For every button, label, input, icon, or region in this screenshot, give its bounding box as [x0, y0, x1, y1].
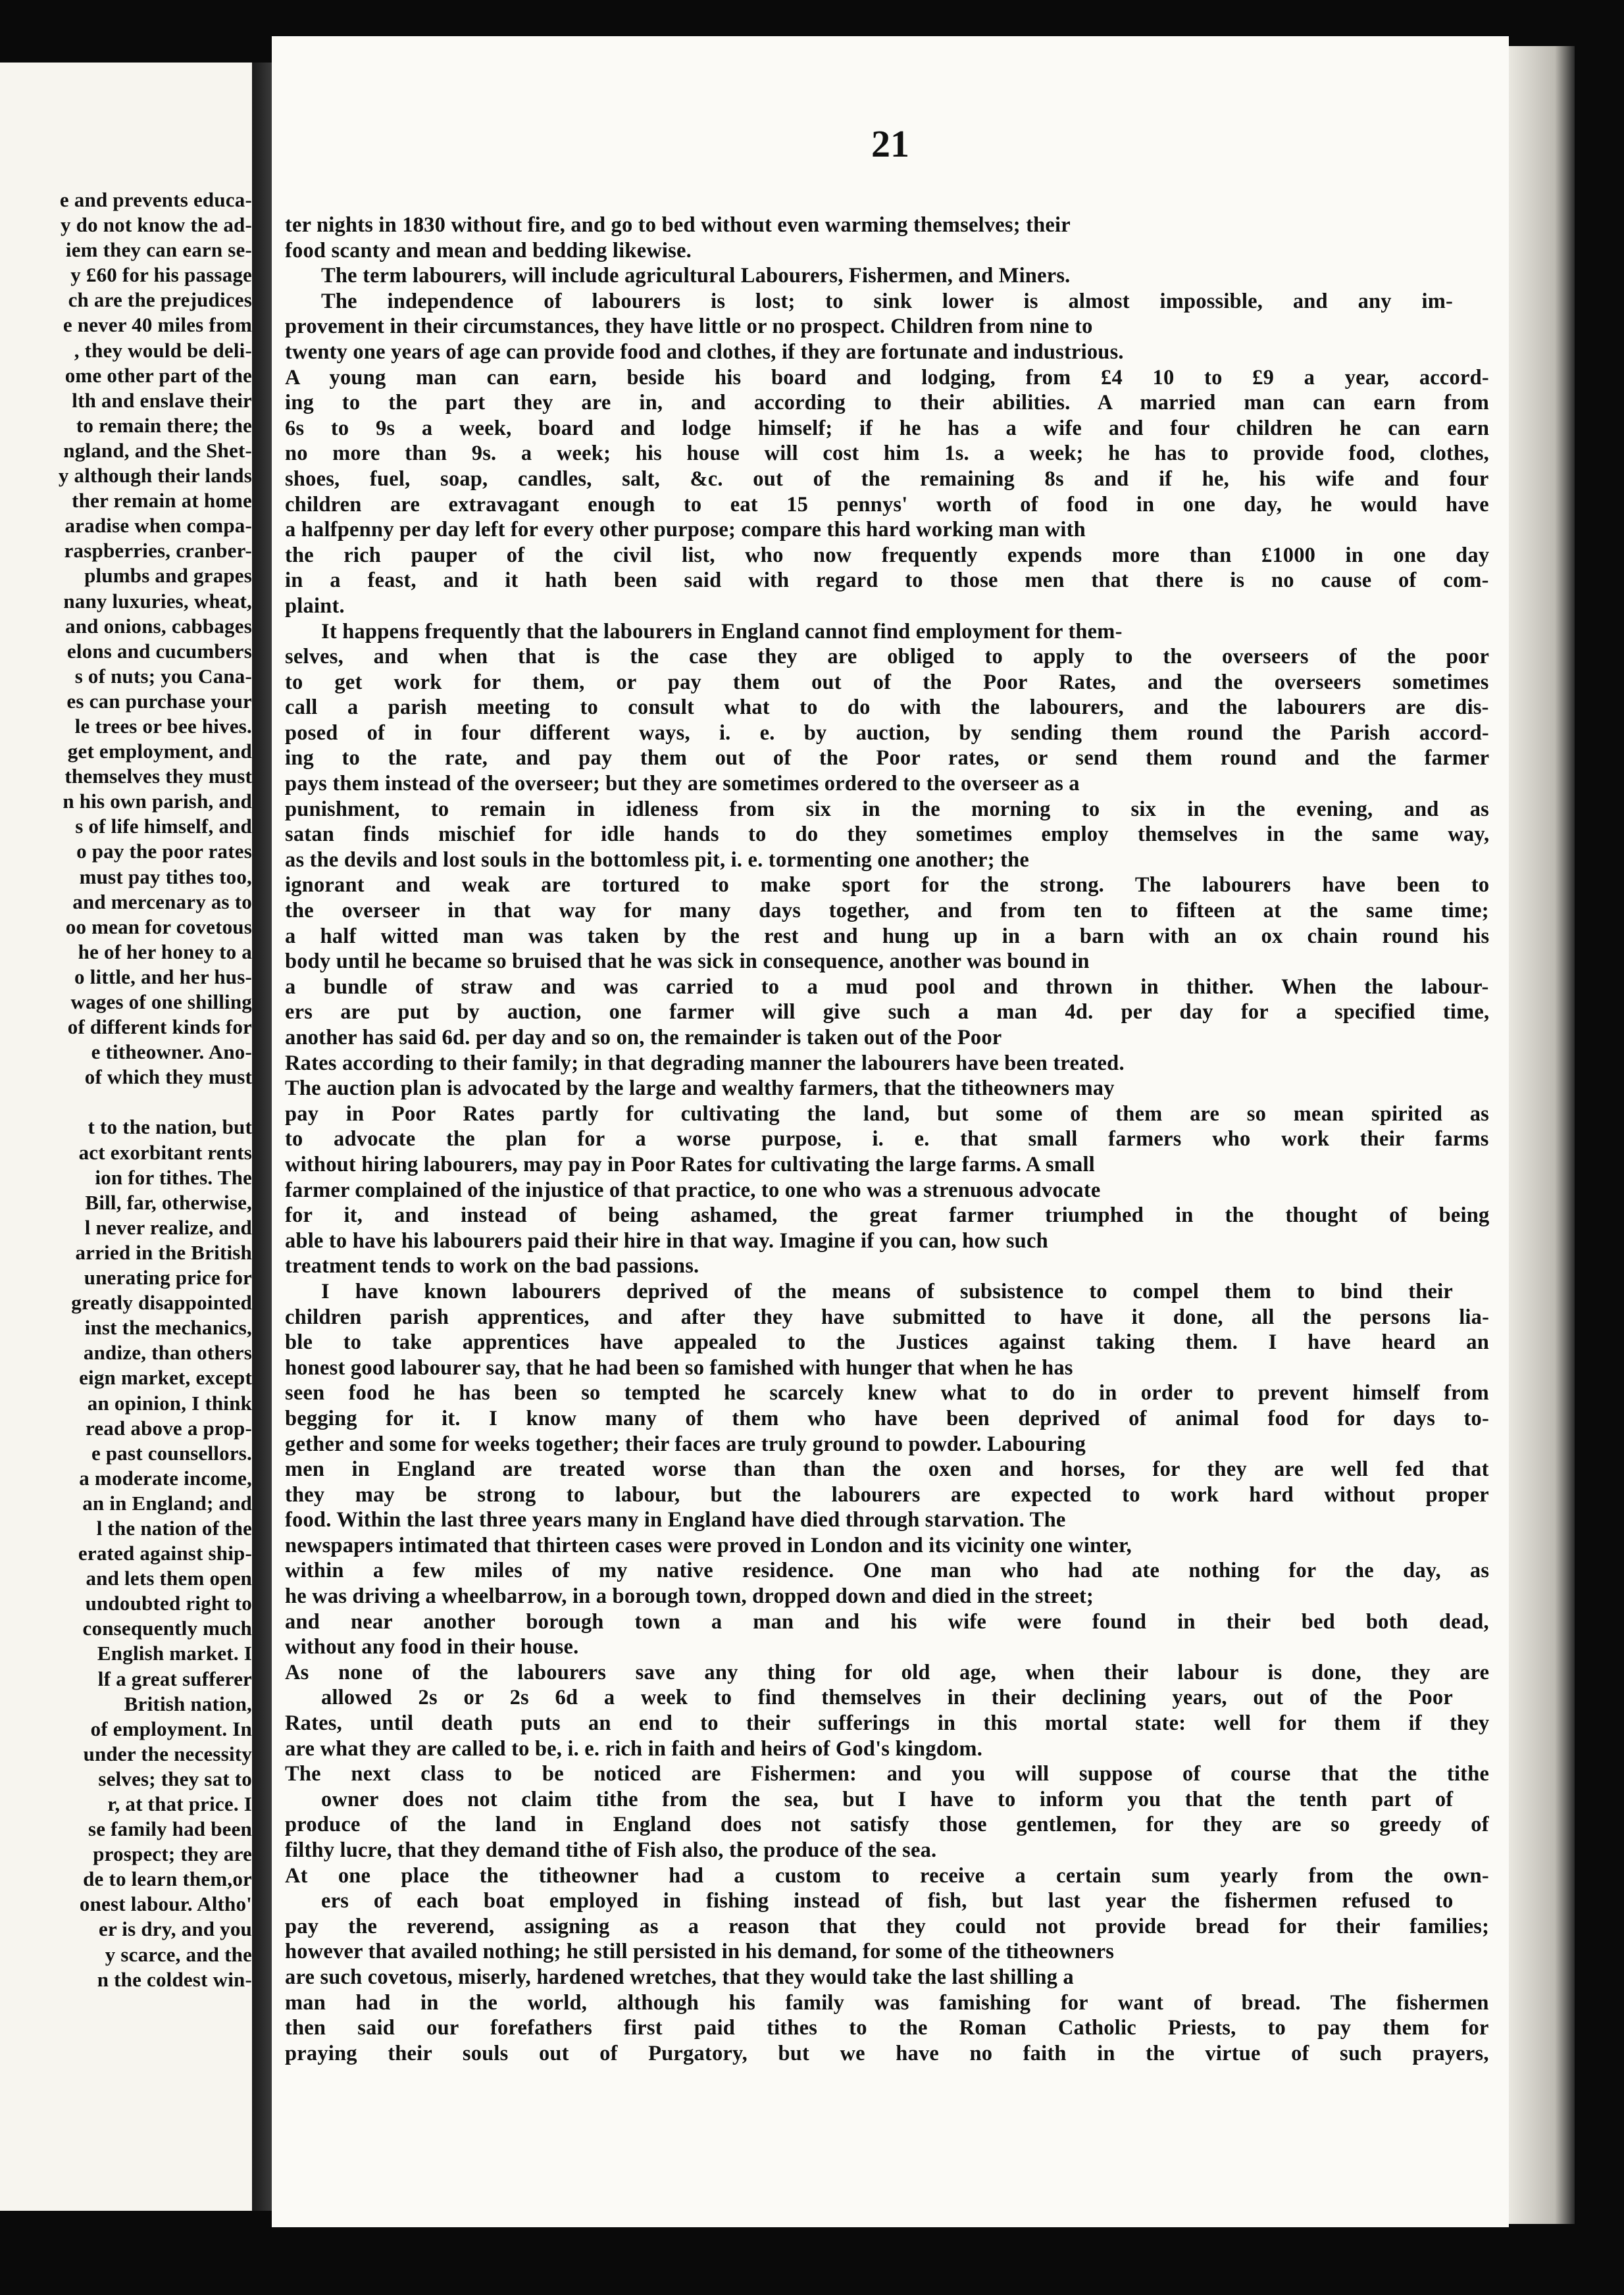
left-page-text-column — [0, 188, 252, 1992]
body-line: ter nights in 1830 without fire, and go to bed without even warming themselves; their — [285, 213, 1071, 237]
body-line: The independence of labourers is lost; to sink lower is almost impossible, and any im- — [321, 289, 1454, 313]
left-page-line: e never 40 miles from — [63, 313, 252, 337]
left-page-line: consequently much — [82, 1617, 252, 1640]
body-line: gether and some for weeks together; their faces are truly ground to powder. Labouring — [285, 1432, 1086, 1456]
body-line: seen food he has been so tempted he scarcely knew what to do in order to prevent himself from — [285, 1381, 1489, 1405]
left-page-line: l the nation of the — [96, 1516, 252, 1540]
left-page-line: le trees or bee hives. — [74, 714, 252, 738]
left-page-line: de to learn them,or — [83, 1867, 252, 1891]
left-page-line: erated against ship- — [78, 1542, 252, 1565]
left-page-line: British nation, — [124, 1692, 252, 1715]
left-page-line: er is dry, and you — [99, 1917, 252, 1941]
body-line: allowed 2s or 2s 6d a week to find themselves in their declining years, out of the Poor — [321, 1686, 1453, 1710]
left-page-line: an opinion, I think — [87, 1391, 252, 1415]
left-page-line: e and prevents educa- — [59, 188, 252, 211]
body-line: the rich pauper of the civil list, who now frequently expends more than £1000 in one day — [285, 543, 1490, 567]
left-page-line: e past counsellors. — [91, 1441, 252, 1465]
left-page-line: he of her honey to a — [78, 940, 252, 963]
left-page-line — [0, 1090, 252, 1115]
body-line: selves, and when that is the case they are obliged to apply to the overseers of the poor — [285, 645, 1490, 669]
body-line: pay in Poor Rates partly for cultivating the land, but some of them are so mean spirited as — [285, 1101, 1490, 1126]
left-page-line: nany luxuries, wheat, — [63, 589, 252, 613]
page-edge-stack — [1509, 46, 1575, 2224]
body-line: to get work for them, or pay them out of the Poor Rates, and the overseers sometimes — [285, 670, 1489, 694]
left-page-line: Bill, far, otherwise, — [85, 1190, 252, 1214]
body-line: ing to the part they are in, and according to their abilities. A married man can earn from — [285, 391, 1489, 415]
left-page-line: of which they must — [84, 1065, 252, 1089]
left-page-line: act exorbitant rents — [78, 1140, 252, 1164]
body-line: farmer complained of the injustice of that practice, to one who was a strenuous advocate — [285, 1178, 1101, 1202]
left-page-line: t to the nation, but — [88, 1115, 252, 1139]
left-page-line: themselves they must — [64, 765, 252, 788]
body-line: man had in the world, although his family was famishing for want of bread. The fishermen — [285, 1990, 1489, 2015]
left-facing-page — [0, 63, 252, 2211]
body-line: praying their souls out of Purgatory, but we have no faith in the virtue of such prayers, — [285, 2041, 1489, 2065]
body-line: then said our forefathers first paid tithes to the Roman Catholic Priests, to pay them for — [285, 2016, 1489, 2040]
body-line: The term labourers, will include agricultural Labourers, Fishermen, and Miners. — [321, 264, 1071, 288]
body-line: produce of the land in England does not satisfy those gentlemen, for they are so greedy of — [285, 1813, 1489, 1837]
left-page-line: r, at that price. I — [107, 1792, 252, 1815]
body-line: body until he became so bruised that he was sick in consequence, another was bound in — [285, 949, 1090, 974]
left-page-line: y scarce, and the — [105, 1942, 252, 1966]
left-page-line: prospect; they are — [93, 1842, 252, 1866]
left-page-line: elons and cucumbers — [66, 639, 252, 663]
left-page-line: of employment. In — [90, 1717, 252, 1740]
body-line: Rates, until death puts an end to their sufferings in this mortal state: well for them if they — [285, 1711, 1490, 1736]
page-number: 21 — [871, 122, 909, 165]
left-page-line: plumbs and grapes — [84, 564, 252, 588]
book-gutter — [252, 63, 272, 2211]
left-page-line: a moderate income, — [79, 1466, 252, 1490]
body-line: filthy lucre, that they demand tithe of Fish also, the produce of the sea. — [285, 1838, 937, 1862]
body-line: ble to take apprentices have appealed to the Justices against taking them. I have heard an — [285, 1330, 1490, 1355]
left-page-line: s of nuts; you Cana- — [74, 664, 252, 688]
body-line: punishment, to remain in idleness from six in the morning to six in the evening, and as — [285, 797, 1490, 821]
body-line: twenty one years of age can provide food and clothes, if they are fortunate and industrious. — [285, 340, 1124, 364]
left-page-line: y although their lands — [58, 464, 252, 488]
body-line: ers are put by auction, one farmer will give such a man 4d. per day for a specified time, — [285, 1000, 1490, 1024]
body-line: a half witted man was taken by the rest and hung up in a barn with an ox chain round his — [285, 924, 1490, 948]
left-page-line: e titheowner. Ano- — [91, 1040, 252, 1064]
body-line: without hiring labourers, may pay in Poor Rates for cultivating the large farms. A small — [285, 1152, 1095, 1176]
left-page-line: selves; they sat to — [98, 1767, 252, 1790]
body-line: children parish apprentices, and after they have submitted to have it done, all the persons lia- — [285, 1305, 1490, 1329]
left-page-line: lf a great sufferer — [97, 1667, 252, 1690]
body-text — [285, 213, 1489, 2066]
body-line: At one place the titheowner had a custom to receive a certain sum yearly from the own- — [285, 1863, 1489, 1888]
body-line: A young man can earn, beside his board and lodging, from £4 10 to £9 a year, accord- — [285, 365, 1489, 390]
left-page-line: ch are the prejudices — [68, 288, 252, 312]
left-page-line: must pay tithes too, — [79, 865, 252, 888]
left-page-line: under the necessity — [83, 1742, 252, 1765]
body-line: food scanty and mean and bedding likewise. — [285, 238, 692, 263]
body-line: a halfpenny per day left for every other purpose; compare this hard working man with — [285, 518, 1086, 542]
left-page-line: get employment, and — [67, 740, 252, 763]
left-page-line: iem they can earn se- — [65, 238, 252, 262]
left-page-line: eign market, except — [79, 1366, 252, 1390]
left-page-line: se family had been — [88, 1817, 252, 1841]
body-line: children are extravagant enough to eat 15 pennys' worth of food in one day, he would have — [285, 492, 1489, 517]
left-page-line: and lets them open — [86, 1567, 252, 1590]
left-page-line: ther remain at home — [72, 489, 252, 513]
body-line: owner does not claim tithe from the sea, but I have to inform you that the tenth part of — [321, 1787, 1454, 1811]
left-page-line: of different kinds for — [67, 1015, 252, 1039]
left-page-line: read above a prop- — [85, 1416, 252, 1440]
left-page-line: s of life himself, and — [75, 815, 252, 838]
left-page-line: es can purchase your — [66, 689, 252, 713]
left-page-line: y do not know the ad- — [60, 213, 252, 237]
left-page-line: greatly disappointed — [71, 1291, 252, 1315]
left-page-line: o little, and her hus- — [74, 965, 252, 988]
left-page-line: o pay the poor rates — [76, 840, 252, 863]
left-page-line: and mercenary as to — [72, 890, 252, 913]
body-line: provement in their circumstances, they have little or no prospect. Children from nine to — [285, 315, 1093, 339]
body-line: The auction plan is advocated by the large and wealthy farmers, that the titheowners may — [285, 1076, 1115, 1101]
left-page-line: onest labour. Altho' — [79, 1892, 252, 1916]
body-line: within a few miles of my native residence. One man who had ate nothing for the day, as — [285, 1559, 1490, 1583]
body-line: newspapers intimated that thirteen cases were proved in London and its vicinity one winter, — [285, 1533, 1132, 1557]
right-page — [272, 36, 1509, 2227]
body-line: without any food in their house. — [285, 1635, 579, 1659]
body-line: plaint. — [285, 593, 345, 618]
body-line: treatment tends to work on the bad passions. — [285, 1254, 699, 1278]
body-line: ers of each boat employed in fishing instead of fish, but last year the fishermen refused to — [321, 1889, 1454, 1913]
body-line: no more than 9s. a week; his house will cost him 1s. a week; he has to provide food, clothes, — [285, 441, 1490, 466]
left-page-line: lth and enslave their — [72, 388, 252, 412]
left-page-line: l never realize, and — [84, 1215, 252, 1239]
body-line: The next class to be noticed are Fishermen: and you will suppose of course that the tithe — [285, 1762, 1490, 1786]
body-line: Rates according to their family; in that degrading manner the labourers have been treated. — [285, 1051, 1125, 1075]
body-line: call a parish meeting to consult what to do with the labourers, and the labourers are dis- — [285, 695, 1489, 720]
body-line: able to have his labourers paid their hire in that way. Imagine if you can, how such — [285, 1228, 1048, 1253]
left-page-line: English market. I — [97, 1642, 252, 1665]
body-line: ing to the rate, and pay them out of the Poor rates, or send them round and the farmer — [285, 746, 1490, 770]
body-line: men in England are treated worse than than the oxen and horses, for they are well fed that — [285, 1457, 1489, 1482]
left-page-line: arried in the British — [75, 1240, 252, 1264]
body-line: As none of the labourers save any thing for old age, when their labour is done, they are — [285, 1660, 1490, 1684]
left-page-line: to remain there; the — [76, 413, 252, 437]
body-line: satan finds mischief for idle hands to do they sometimes employ themselves in the same way, — [285, 822, 1490, 847]
left-page-line: an in England; and — [82, 1491, 252, 1515]
body-line: a bundle of straw and was carried to a mud pool and thrown in thither. When the labour- — [285, 974, 1489, 999]
body-line: honest good labourer say, that he had been so famished with hunger that when he has — [285, 1355, 1073, 1380]
body-line: posed of in four different ways, i. e. by auction, by sending them round the Parish accord- — [285, 720, 1489, 745]
body-line: as the devils and lost souls in the bottomless pit, i. e. tormenting one another; the — [285, 847, 1030, 872]
left-page-line: raspberries, cranber- — [64, 539, 252, 563]
body-line: in a feast, and it hath been said with regard to those men that there is no cause of com- — [285, 568, 1489, 593]
left-page-line: ion for tithes. The — [95, 1165, 252, 1189]
left-page-line: ome other part of the — [64, 363, 252, 387]
body-line: another has said 6d. per day and so on, the remainder is taken out of the Poor — [285, 1026, 1002, 1049]
body-line: pays them instead of the overseer; but they are sometimes ordered to the overseer as a — [285, 772, 1080, 796]
left-page-line: y £60 for his passage — [70, 263, 252, 287]
left-page-line: inst the mechanics, — [84, 1316, 252, 1340]
left-page-line: undoubted right to — [85, 1592, 252, 1615]
body-line: he was driving a wheelbarrow, in a borough town, dropped down and died in the street; — [285, 1584, 1094, 1609]
left-page-line: , they would be deli- — [74, 338, 252, 362]
body-line: It happens frequently that the labourers in England cannot find employment for them- — [321, 619, 1123, 643]
left-page-line: wages of one shilling — [70, 990, 252, 1013]
left-page-line: andize, than others — [83, 1341, 252, 1365]
body-line: are what they are called to be, i. e. rich in faith and heirs of God's kingdom. — [285, 1736, 983, 1761]
body-line: shoes, fuel, soap, candles, salt, &c. out of the remaining 8s and if he, his wife and four — [285, 467, 1489, 491]
left-page-line: unerating price for — [84, 1266, 252, 1290]
body-line: and near another borough town a man and his wife were found in their bed both dead, — [285, 1609, 1489, 1634]
body-line: begging for it. I know many of them who have been deprived of animal food for days to- — [285, 1406, 1489, 1430]
body-line: ignorant and weak are tortured to make sport for the strong. The labourers have been to — [285, 873, 1490, 897]
left-page-line: n his own parish, and — [63, 790, 252, 813]
body-line: for it, and instead of being ashamed, the great farmer triumphed in the thought of being — [285, 1203, 1490, 1228]
left-page-line: aradise when compa- — [64, 514, 252, 538]
body-line: pay the reverend, assigning as a reason that they could not provide bread for their families; — [285, 1914, 1490, 1938]
body-line: they may be strong to labour, but the labourers are expected to work hard without proper — [285, 1482, 1489, 1507]
body-line: are such covetous, miserly, hardened wretches, that they would take the last shilling a — [285, 1965, 1074, 1989]
body-line: food. Within the last three years many in England have died through starvation. The — [285, 1508, 1066, 1532]
left-page-line: n the coldest win- — [97, 1967, 252, 1991]
left-page-line: oo mean for covetous — [65, 915, 252, 938]
body-line: I have known labourers deprived of the means of subsistence to compel them to bind their — [321, 1279, 1453, 1303]
body-line: the overseer in that way for many days together, and from ten to fifteen at the same time; — [285, 899, 1489, 923]
left-page-line: and onions, cabbages — [65, 614, 252, 638]
body-line: to advocate the plan for a worse purpose, i. e. that small farmers who work their farms — [285, 1127, 1489, 1151]
body-line: 6s to 9s a week, board and lodge himself; if he has a wife and four children he can earn — [285, 416, 1490, 440]
body-line: however that availed nothing; he still persisted in his demand, for some of the titheowners — [285, 1940, 1115, 1964]
left-page-line: ngland, and the Shet- — [63, 438, 252, 462]
